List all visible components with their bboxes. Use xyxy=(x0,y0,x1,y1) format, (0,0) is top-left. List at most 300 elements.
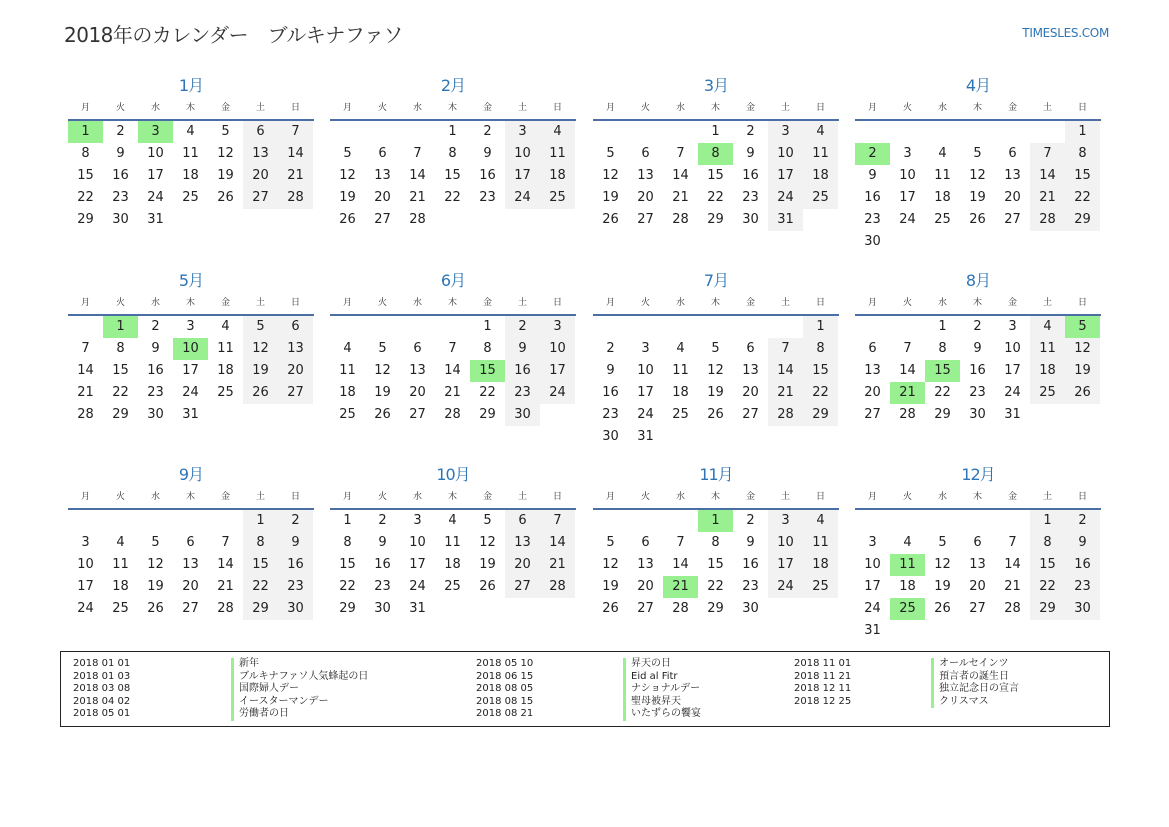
day-cell[interactable]: 30 xyxy=(602,429,619,444)
day-cell[interactable]: 4 xyxy=(676,341,685,356)
day-cell[interactable]: 15 xyxy=(707,557,724,572)
day-cell[interactable]: 14 xyxy=(540,532,575,554)
day-cell[interactable]: 1 xyxy=(803,316,838,338)
day-cell[interactable]: 10 xyxy=(147,146,164,161)
day-cell[interactable]: 8 xyxy=(343,535,352,550)
day-cell[interactable]: 23 xyxy=(969,385,986,400)
day-cell[interactable]: 29 xyxy=(1030,598,1065,620)
day-cell[interactable]: 6 xyxy=(641,535,650,550)
day-cell[interactable]: 2 xyxy=(746,124,755,139)
day-cell[interactable]: 28 xyxy=(1004,601,1021,616)
day-cell[interactable]: 23 xyxy=(864,212,881,227)
day-cell[interactable]: 28 xyxy=(899,407,916,422)
day-cell[interactable]: 6 xyxy=(1008,146,1017,161)
day-cell[interactable]: 26 xyxy=(147,601,164,616)
day-cell[interactable]: 29 xyxy=(112,407,129,422)
day-cell[interactable]: 16 xyxy=(602,385,619,400)
day-cell[interactable]: 1 xyxy=(1065,121,1100,143)
day-cell[interactable]: 19 xyxy=(707,385,724,400)
day-cell[interactable]: 11 xyxy=(672,363,689,378)
day-cell[interactable]: 24 xyxy=(1004,385,1021,400)
day-cell[interactable]: 11 xyxy=(803,143,838,165)
day-cell[interactable]: 5 xyxy=(243,316,278,338)
day-cell[interactable]: 23 xyxy=(147,385,164,400)
day-cell[interactable]: 18 xyxy=(540,165,575,187)
day-cell[interactable]: 7 xyxy=(448,341,457,356)
day-cell[interactable]: 11 xyxy=(112,557,129,572)
holiday-day-cell[interactable]: 15 xyxy=(470,360,505,382)
day-cell[interactable]: 8 xyxy=(448,146,457,161)
day-cell[interactable]: 5 xyxy=(938,535,947,550)
day-cell[interactable]: 12 xyxy=(1065,338,1100,360)
day-cell[interactable]: 4 xyxy=(116,535,125,550)
day-cell[interactable]: 30 xyxy=(1065,598,1100,620)
day-cell[interactable]: 25 xyxy=(1030,382,1065,404)
day-cell[interactable]: 27 xyxy=(505,576,540,598)
holiday-day-cell[interactable]: 1 xyxy=(68,121,103,143)
day-cell[interactable]: 13 xyxy=(1004,168,1021,183)
day-cell[interactable]: 12 xyxy=(243,338,278,360)
day-cell[interactable]: 13 xyxy=(637,168,654,183)
day-cell[interactable]: 23 xyxy=(479,190,496,205)
day-cell[interactable]: 20 xyxy=(182,579,199,594)
day-cell[interactable]: 5 xyxy=(483,513,492,528)
day-cell[interactable]: 5 xyxy=(973,146,982,161)
day-cell[interactable]: 12 xyxy=(479,535,496,550)
day-cell[interactable]: 16 xyxy=(374,557,391,572)
holiday-day-cell[interactable]: 15 xyxy=(925,360,960,382)
day-cell[interactable]: 9 xyxy=(378,535,387,550)
day-cell[interactable]: 2 xyxy=(116,124,125,139)
day-cell[interactable]: 9 xyxy=(116,146,125,161)
day-cell[interactable]: 28 xyxy=(672,212,689,227)
day-cell[interactable]: 28 xyxy=(278,187,313,209)
day-cell[interactable]: 30 xyxy=(147,407,164,422)
day-cell[interactable]: 22 xyxy=(479,385,496,400)
day-cell[interactable]: 17 xyxy=(768,165,803,187)
day-cell[interactable]: 30 xyxy=(112,212,129,227)
day-cell[interactable]: 29 xyxy=(479,407,496,422)
day-cell[interactable]: 21 xyxy=(77,385,94,400)
day-cell[interactable]: 30 xyxy=(278,598,313,620)
holiday-day-cell[interactable]: 25 xyxy=(890,598,925,620)
day-cell[interactable]: 25 xyxy=(217,385,234,400)
day-cell[interactable]: 22 xyxy=(444,190,461,205)
day-cell[interactable]: 25 xyxy=(339,407,356,422)
day-cell[interactable]: 11 xyxy=(540,143,575,165)
day-cell[interactable]: 9 xyxy=(483,146,492,161)
day-cell[interactable]: 26 xyxy=(707,407,724,422)
day-cell[interactable]: 3 xyxy=(81,535,90,550)
day-cell[interactable]: 15 xyxy=(444,168,461,183)
day-cell[interactable]: 14 xyxy=(409,168,426,183)
day-cell[interactable]: 23 xyxy=(602,407,619,422)
day-cell[interactable]: 13 xyxy=(969,557,986,572)
day-cell[interactable]: 21 xyxy=(540,554,575,576)
day-cell[interactable]: 26 xyxy=(1065,382,1100,404)
day-cell[interactable]: 30 xyxy=(742,212,759,227)
day-cell[interactable]: 16 xyxy=(147,363,164,378)
day-cell[interactable]: 15 xyxy=(77,168,94,183)
day-cell[interactable]: 22 xyxy=(339,579,356,594)
day-cell[interactable]: 29 xyxy=(707,601,724,616)
day-cell[interactable]: 5 xyxy=(378,341,387,356)
day-cell[interactable]: 2 xyxy=(278,510,313,532)
day-cell[interactable]: 25 xyxy=(803,576,838,598)
day-cell[interactable]: 18 xyxy=(339,385,356,400)
day-cell[interactable]: 5 xyxy=(606,146,615,161)
day-cell[interactable]: 4 xyxy=(221,319,230,334)
day-cell[interactable]: 14 xyxy=(217,557,234,572)
day-cell[interactable]: 26 xyxy=(374,407,391,422)
day-cell[interactable]: 20 xyxy=(637,190,654,205)
day-cell[interactable]: 5 xyxy=(343,146,352,161)
day-cell[interactable]: 30 xyxy=(505,404,540,426)
day-cell[interactable]: 22 xyxy=(934,385,951,400)
day-cell[interactable]: 16 xyxy=(505,360,540,382)
day-cell[interactable]: 18 xyxy=(803,554,838,576)
day-cell[interactable]: 11 xyxy=(1030,338,1065,360)
day-cell[interactable]: 18 xyxy=(112,579,129,594)
day-cell[interactable]: 2 xyxy=(1065,510,1100,532)
day-cell[interactable]: 10 xyxy=(505,143,540,165)
day-cell[interactable]: 19 xyxy=(374,385,391,400)
day-cell[interactable]: 20 xyxy=(637,579,654,594)
day-cell[interactable]: 10 xyxy=(77,557,94,572)
day-cell[interactable]: 31 xyxy=(637,429,654,444)
day-cell[interactable]: 10 xyxy=(768,532,803,554)
day-cell[interactable]: 24 xyxy=(768,187,803,209)
day-cell[interactable]: 13 xyxy=(742,363,759,378)
day-cell[interactable]: 12 xyxy=(602,557,619,572)
day-cell[interactable]: 9 xyxy=(868,168,877,183)
day-cell[interactable]: 10 xyxy=(1004,341,1021,356)
day-cell[interactable]: 12 xyxy=(217,146,234,161)
holiday-day-cell[interactable]: 21 xyxy=(663,576,698,598)
day-cell[interactable]: 27 xyxy=(637,601,654,616)
day-cell[interactable]: 7 xyxy=(676,146,685,161)
day-cell[interactable]: 20 xyxy=(409,385,426,400)
day-cell[interactable]: 7 xyxy=(221,535,230,550)
day-cell[interactable]: 14 xyxy=(1004,557,1021,572)
day-cell[interactable]: 8 xyxy=(116,341,125,356)
holiday-day-cell[interactable]: 11 xyxy=(890,554,925,576)
day-cell[interactable]: 27 xyxy=(374,212,391,227)
day-cell[interactable]: 31 xyxy=(768,209,803,231)
day-cell[interactable]: 27 xyxy=(637,212,654,227)
day-cell[interactable]: 21 xyxy=(1030,187,1065,209)
day-cell[interactable]: 26 xyxy=(339,212,356,227)
day-cell[interactable]: 6 xyxy=(973,535,982,550)
day-cell[interactable]: 22 xyxy=(1030,576,1065,598)
day-cell[interactable]: 17 xyxy=(1004,363,1021,378)
day-cell[interactable]: 18 xyxy=(182,168,199,183)
day-cell[interactable]: 2 xyxy=(973,319,982,334)
day-cell[interactable]: 29 xyxy=(339,601,356,616)
day-cell[interactable]: 27 xyxy=(182,601,199,616)
day-cell[interactable]: 13 xyxy=(278,338,313,360)
day-cell[interactable]: 8 xyxy=(243,532,278,554)
day-cell[interactable]: 2 xyxy=(746,513,755,528)
day-cell[interactable]: 29 xyxy=(707,212,724,227)
day-cell[interactable]: 11 xyxy=(934,168,951,183)
day-cell[interactable]: 7 xyxy=(278,121,313,143)
day-cell[interactable]: 29 xyxy=(934,407,951,422)
day-cell[interactable]: 20 xyxy=(278,360,313,382)
day-cell[interactable]: 23 xyxy=(742,579,759,594)
day-cell[interactable]: 17 xyxy=(768,554,803,576)
day-cell[interactable]: 19 xyxy=(339,190,356,205)
holiday-day-cell[interactable]: 21 xyxy=(890,382,925,404)
day-cell[interactable]: 23 xyxy=(278,576,313,598)
day-cell[interactable]: 29 xyxy=(803,404,838,426)
day-cell[interactable]: 9 xyxy=(151,341,160,356)
day-cell[interactable]: 27 xyxy=(969,601,986,616)
day-cell[interactable]: 23 xyxy=(112,190,129,205)
day-cell[interactable]: 20 xyxy=(1004,190,1021,205)
day-cell[interactable]: 18 xyxy=(217,363,234,378)
day-cell[interactable]: 18 xyxy=(444,557,461,572)
day-cell[interactable]: 6 xyxy=(378,146,387,161)
day-cell[interactable]: 21 xyxy=(1004,579,1021,594)
day-cell[interactable]: 27 xyxy=(864,407,881,422)
day-cell[interactable]: 20 xyxy=(969,579,986,594)
day-cell[interactable]: 7 xyxy=(903,341,912,356)
day-cell[interactable]: 12 xyxy=(969,168,986,183)
day-cell[interactable]: 3 xyxy=(186,319,195,334)
day-cell[interactable]: 16 xyxy=(969,363,986,378)
day-cell[interactable]: 7 xyxy=(768,338,803,360)
day-cell[interactable]: 10 xyxy=(864,557,881,572)
day-cell[interactable]: 4 xyxy=(1030,316,1065,338)
day-cell[interactable]: 25 xyxy=(112,601,129,616)
day-cell[interactable]: 19 xyxy=(243,360,278,382)
day-cell[interactable]: 19 xyxy=(1065,360,1100,382)
day-cell[interactable]: 16 xyxy=(742,557,759,572)
day-cell[interactable]: 15 xyxy=(243,554,278,576)
day-cell[interactable]: 15 xyxy=(339,557,356,572)
day-cell[interactable]: 7 xyxy=(1008,535,1017,550)
day-cell[interactable]: 10 xyxy=(899,168,916,183)
day-cell[interactable]: 15 xyxy=(1030,554,1065,576)
day-cell[interactable]: 24 xyxy=(864,601,881,616)
day-cell[interactable]: 21 xyxy=(278,165,313,187)
day-cell[interactable]: 2 xyxy=(505,316,540,338)
day-cell[interactable]: 15 xyxy=(803,360,838,382)
day-cell[interactable]: 17 xyxy=(540,360,575,382)
day-cell[interactable]: 12 xyxy=(707,363,724,378)
day-cell[interactable]: 8 xyxy=(1030,532,1065,554)
holiday-day-cell[interactable]: 1 xyxy=(103,316,138,338)
day-cell[interactable]: 17 xyxy=(864,579,881,594)
day-cell[interactable]: 29 xyxy=(77,212,94,227)
day-cell[interactable]: 25 xyxy=(444,579,461,594)
day-cell[interactable]: 28 xyxy=(768,404,803,426)
day-cell[interactable]: 6 xyxy=(641,146,650,161)
day-cell[interactable]: 26 xyxy=(243,382,278,404)
day-cell[interactable]: 7 xyxy=(1030,143,1065,165)
day-cell[interactable]: 6 xyxy=(868,341,877,356)
day-cell[interactable]: 28 xyxy=(444,407,461,422)
day-cell[interactable]: 24 xyxy=(505,187,540,209)
day-cell[interactable]: 6 xyxy=(278,316,313,338)
day-cell[interactable]: 3 xyxy=(540,316,575,338)
day-cell[interactable]: 2 xyxy=(606,341,615,356)
day-cell[interactable]: 17 xyxy=(899,190,916,205)
day-cell[interactable]: 19 xyxy=(934,579,951,594)
day-cell[interactable]: 13 xyxy=(409,363,426,378)
day-cell[interactable]: 24 xyxy=(147,190,164,205)
day-cell[interactable]: 31 xyxy=(864,623,881,638)
day-cell[interactable]: 24 xyxy=(768,576,803,598)
day-cell[interactable]: 24 xyxy=(77,601,94,616)
day-cell[interactable]: 7 xyxy=(413,146,422,161)
holiday-day-cell[interactable]: 1 xyxy=(698,510,733,532)
day-cell[interactable]: 14 xyxy=(768,360,803,382)
day-cell[interactable]: 15 xyxy=(707,168,724,183)
day-cell[interactable]: 8 xyxy=(1065,143,1100,165)
day-cell[interactable]: 18 xyxy=(899,579,916,594)
day-cell[interactable]: 11 xyxy=(217,341,234,356)
day-cell[interactable]: 5 xyxy=(606,535,615,550)
day-cell[interactable]: 18 xyxy=(1030,360,1065,382)
day-cell[interactable]: 23 xyxy=(1065,576,1100,598)
day-cell[interactable]: 19 xyxy=(217,168,234,183)
day-cell[interactable]: 6 xyxy=(243,121,278,143)
day-cell[interactable]: 5 xyxy=(221,124,230,139)
day-cell[interactable]: 27 xyxy=(243,187,278,209)
day-cell[interactable]: 12 xyxy=(934,557,951,572)
day-cell[interactable]: 11 xyxy=(182,146,199,161)
day-cell[interactable]: 1 xyxy=(483,319,492,334)
day-cell[interactable]: 22 xyxy=(112,385,129,400)
day-cell[interactable]: 18 xyxy=(672,385,689,400)
day-cell[interactable]: 22 xyxy=(707,579,724,594)
day-cell[interactable]: 5 xyxy=(711,341,720,356)
day-cell[interactable]: 27 xyxy=(278,382,313,404)
day-cell[interactable]: 7 xyxy=(540,510,575,532)
day-cell[interactable]: 30 xyxy=(374,601,391,616)
day-cell[interactable]: 14 xyxy=(899,363,916,378)
day-cell[interactable]: 13 xyxy=(243,143,278,165)
day-cell[interactable]: 26 xyxy=(602,601,619,616)
day-cell[interactable]: 3 xyxy=(768,121,803,143)
day-cell[interactable]: 16 xyxy=(278,554,313,576)
day-cell[interactable]: 22 xyxy=(77,190,94,205)
day-cell[interactable]: 5 xyxy=(151,535,160,550)
day-cell[interactable]: 27 xyxy=(409,407,426,422)
day-cell[interactable]: 9 xyxy=(1065,532,1100,554)
day-cell[interactable]: 4 xyxy=(540,121,575,143)
day-cell[interactable]: 19 xyxy=(969,190,986,205)
day-cell[interactable]: 24 xyxy=(409,579,426,594)
day-cell[interactable]: 3 xyxy=(903,146,912,161)
day-cell[interactable]: 26 xyxy=(479,579,496,594)
day-cell[interactable]: 19 xyxy=(602,579,619,594)
day-cell[interactable]: 6 xyxy=(413,341,422,356)
day-cell[interactable]: 6 xyxy=(186,535,195,550)
day-cell[interactable]: 3 xyxy=(413,513,422,528)
day-cell[interactable]: 24 xyxy=(899,212,916,227)
day-cell[interactable]: 7 xyxy=(676,535,685,550)
day-cell[interactable]: 3 xyxy=(768,510,803,532)
holiday-day-cell[interactable]: 3 xyxy=(138,121,173,143)
day-cell[interactable]: 13 xyxy=(374,168,391,183)
day-cell[interactable]: 2 xyxy=(378,513,387,528)
day-cell[interactable]: 20 xyxy=(374,190,391,205)
day-cell[interactable]: 11 xyxy=(444,535,461,550)
day-cell[interactable]: 1 xyxy=(938,319,947,334)
day-cell[interactable]: 9 xyxy=(505,338,540,360)
day-cell[interactable]: 14 xyxy=(672,168,689,183)
day-cell[interactable]: 21 xyxy=(217,579,234,594)
day-cell[interactable]: 8 xyxy=(81,146,90,161)
day-cell[interactable]: 25 xyxy=(182,190,199,205)
day-cell[interactable]: 9 xyxy=(746,146,755,161)
day-cell[interactable]: 17 xyxy=(505,165,540,187)
day-cell[interactable]: 17 xyxy=(637,385,654,400)
day-cell[interactable]: 16 xyxy=(864,190,881,205)
day-cell[interactable]: 21 xyxy=(768,382,803,404)
day-cell[interactable]: 26 xyxy=(602,212,619,227)
day-cell[interactable]: 19 xyxy=(479,557,496,572)
day-cell[interactable]: 1 xyxy=(243,510,278,532)
day-cell[interactable]: 19 xyxy=(147,579,164,594)
day-cell[interactable]: 13 xyxy=(864,363,881,378)
day-cell[interactable]: 27 xyxy=(1004,212,1021,227)
day-cell[interactable]: 20 xyxy=(505,554,540,576)
day-cell[interactable]: 30 xyxy=(742,601,759,616)
day-cell[interactable]: 25 xyxy=(540,187,575,209)
day-cell[interactable]: 20 xyxy=(243,165,278,187)
day-cell[interactable]: 31 xyxy=(409,601,426,616)
day-cell[interactable]: 23 xyxy=(742,190,759,205)
day-cell[interactable]: 6 xyxy=(505,510,540,532)
day-cell[interactable]: 26 xyxy=(969,212,986,227)
day-cell[interactable]: 28 xyxy=(77,407,94,422)
day-cell[interactable]: 22 xyxy=(707,190,724,205)
day-cell[interactable]: 2 xyxy=(483,124,492,139)
day-cell[interactable]: 12 xyxy=(374,363,391,378)
day-cell[interactable]: 3 xyxy=(1008,319,1017,334)
day-cell[interactable]: 23 xyxy=(374,579,391,594)
day-cell[interactable]: 13 xyxy=(505,532,540,554)
day-cell[interactable]: 20 xyxy=(864,385,881,400)
day-cell[interactable]: 8 xyxy=(483,341,492,356)
holiday-day-cell[interactable]: 8 xyxy=(698,143,733,165)
day-cell[interactable]: 10 xyxy=(540,338,575,360)
day-cell[interactable]: 24 xyxy=(540,382,575,404)
day-cell[interactable]: 9 xyxy=(278,532,313,554)
day-cell[interactable]: 14 xyxy=(444,363,461,378)
day-cell[interactable]: 31 xyxy=(1004,407,1021,422)
day-cell[interactable]: 29 xyxy=(243,598,278,620)
day-cell[interactable]: 28 xyxy=(1030,209,1065,231)
day-cell[interactable]: 21 xyxy=(444,385,461,400)
day-cell[interactable]: 26 xyxy=(934,601,951,616)
day-cell[interactable]: 25 xyxy=(672,407,689,422)
day-cell[interactable]: 31 xyxy=(182,407,199,422)
day-cell[interactable]: 16 xyxy=(112,168,129,183)
day-cell[interactable]: 29 xyxy=(1065,209,1100,231)
day-cell[interactable]: 16 xyxy=(479,168,496,183)
day-cell[interactable]: 26 xyxy=(217,190,234,205)
day-cell[interactable]: 14 xyxy=(1030,165,1065,187)
day-cell[interactable]: 30 xyxy=(864,234,881,249)
day-cell[interactable]: 22 xyxy=(1065,187,1100,209)
day-cell[interactable]: 17 xyxy=(182,363,199,378)
day-cell[interactable]: 15 xyxy=(1065,165,1100,187)
